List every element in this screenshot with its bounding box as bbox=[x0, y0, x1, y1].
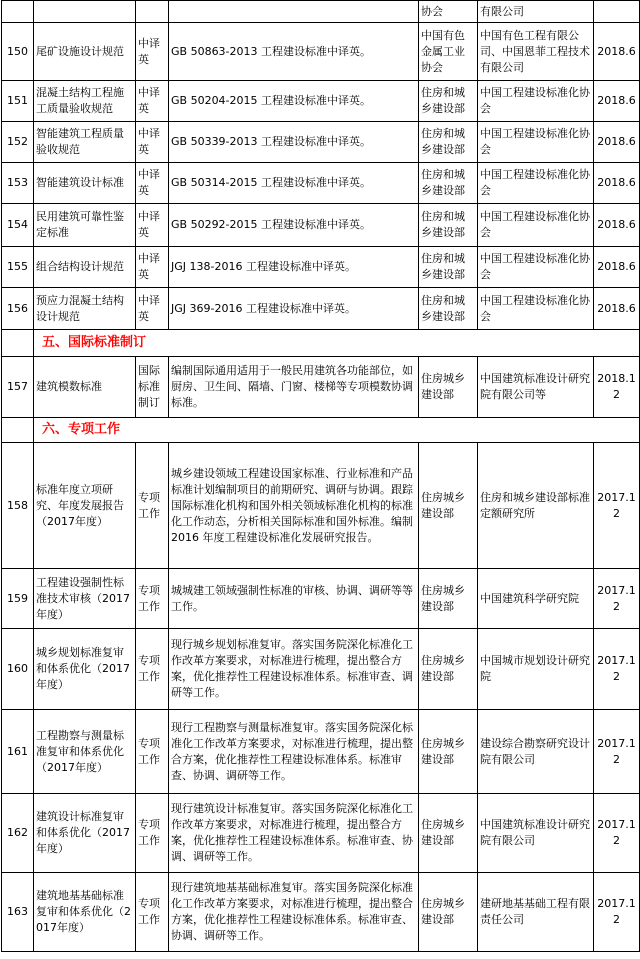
table-row bbox=[2, 23, 640, 81]
org-cell: 中国工程建设标准化协会 bbox=[478, 204, 594, 247]
org-cell: 中国建筑标准设计研究院有限公司 bbox=[478, 794, 594, 873]
publisher-cell: 住房和城乡建设部 bbox=[419, 204, 478, 247]
table-row bbox=[2, 122, 640, 163]
type-cell: 中译英 bbox=[136, 247, 169, 288]
number-cell: 163 bbox=[2, 873, 34, 952]
number-cell: 154 bbox=[2, 204, 34, 247]
table-row bbox=[2, 357, 640, 418]
year-cell: 2018.6 bbox=[594, 23, 640, 81]
content-cell: 现行城乡规划标准复审。落实国务院深化标准化工作改革方案要求，对标准进行梳理，提出整合方案，优化推荐性工程建设标准体系。标准审查、调研等工作。 bbox=[169, 629, 419, 710]
number-cell: 160 bbox=[2, 629, 34, 710]
year-cell: 2017.12 bbox=[594, 794, 640, 873]
org-cell: 中国建筑科学研究院 bbox=[478, 569, 594, 629]
type-cell: 专项工作 bbox=[136, 629, 169, 710]
type-cell: 中译英 bbox=[136, 81, 169, 122]
number-cell: 162 bbox=[2, 794, 34, 873]
table-row bbox=[2, 163, 640, 204]
org-cell: 中国有色工程有限公司、中国恩菲工程技术有限公司 bbox=[478, 23, 594, 81]
table-row bbox=[2, 288, 640, 330]
publisher-cell: 住房和城乡建设部 bbox=[419, 163, 478, 204]
content-cell: 现行建筑设计标准复审。落实国务院深化标准化工作改革方案要求，对标准进行梳理，提出整合方案，优化推荐性工程建设标准体系。标准审查、协调、调研等工作。 bbox=[169, 794, 419, 873]
section-title: 六、专项工作 bbox=[34, 418, 640, 443]
org-cell: 中国工程建设标准化协会 bbox=[478, 122, 594, 163]
content-cell: GB 50204-2015 工程建设标准中译英。 bbox=[169, 81, 419, 122]
org-cell: 建设综合勘察研究设计院有限公司 bbox=[478, 710, 594, 794]
year-cell: 2017.12 bbox=[594, 569, 640, 629]
year-cell: 2018.6 bbox=[594, 122, 640, 163]
table-row bbox=[2, 81, 640, 122]
table-row bbox=[2, 794, 640, 873]
publisher-cell: 中国有色金属工业协会 bbox=[419, 23, 478, 81]
number-cell: 150 bbox=[2, 23, 34, 81]
org-cell: 中国建筑标准设计研究院有限公司等 bbox=[478, 357, 594, 418]
table-row-continued bbox=[2, 1, 640, 23]
number-cell: 153 bbox=[2, 163, 34, 204]
type-cell: 专项工作 bbox=[136, 710, 169, 794]
publisher-cell: 住房城乡建设部 bbox=[419, 357, 478, 418]
type-cell: 中译英 bbox=[136, 23, 169, 81]
publisher-cell: 住房城乡建设部 bbox=[419, 443, 478, 569]
number-cell: 152 bbox=[2, 122, 34, 163]
number-cell: 156 bbox=[2, 288, 34, 330]
name-cell: 混凝土结构工程施工质量验收规范 bbox=[34, 81, 136, 122]
org-cell: 住房和城乡建设部标准定额研究所 bbox=[478, 443, 594, 569]
name-cell: 标准年度立项研究、年度发展报告（2017年度） bbox=[34, 443, 136, 569]
org-cell: 建研地基基础工程有限责任公司 bbox=[478, 873, 594, 952]
publisher-cell: 住房和城乡建设部 bbox=[419, 288, 478, 330]
content-cell: 编制国际通用适用于一般民用建筑各功能部位，如厨房、卫生间、隔墙、门窗、楼梯等专项模数协调标准。 bbox=[169, 357, 419, 418]
org-cell: 中国工程建设标准化协会 bbox=[478, 247, 594, 288]
year-cell: 2017.12 bbox=[594, 629, 640, 710]
year-cell: 2018.6 bbox=[594, 163, 640, 204]
name-cell: 城乡规划标准复审和体系优化（2017年度） bbox=[34, 629, 136, 710]
org-cell: 中国城市规划设计研究院 bbox=[478, 629, 594, 710]
table-row bbox=[2, 873, 640, 952]
type-cell: 中译英 bbox=[136, 204, 169, 247]
type-cell: 中译英 bbox=[136, 122, 169, 163]
number-cell: 158 bbox=[2, 443, 34, 569]
year-cell: 2018.6 bbox=[594, 81, 640, 122]
publisher-cell: 住房城乡建设部 bbox=[419, 710, 478, 794]
year-cell: 2017.12 bbox=[594, 710, 640, 794]
name-cell: 尾矿设施设计规范 bbox=[34, 23, 136, 81]
content-cell: GB 50292-2015 工程建设标准中译英。 bbox=[169, 204, 419, 247]
type-cell: 国际标准制订 bbox=[136, 357, 169, 418]
name-cell: 组合结构设计规范 bbox=[34, 247, 136, 288]
content-cell: GB 50339-2013 工程建设标准中译英。 bbox=[169, 122, 419, 163]
number-cell: 155 bbox=[2, 247, 34, 288]
name-cell: 智能建筑工程质量验收规范 bbox=[34, 122, 136, 163]
section-title: 五、国际标准制订 bbox=[34, 330, 640, 357]
type-cell: 专项工作 bbox=[136, 569, 169, 629]
name-cell: 预应力混凝土结构设计规范 bbox=[34, 288, 136, 330]
number-cell: 157 bbox=[2, 357, 34, 418]
content-cell: 城乡建设领域工程建设国家标准、行业标准和产品标准计划编制项目的前期研究、调研与协调。跟踪国际标准化机构和国外相关领域标准化机构的标准化工作动态，分析相关国际标准和国外标准。编制 2016 年度工程建设标准化发展研究报告。 bbox=[169, 443, 419, 569]
type-cell: 专项工作 bbox=[136, 794, 169, 873]
publisher-cell: 住房城乡建设部 bbox=[419, 569, 478, 629]
publisher-cell: 住房和城乡建设部 bbox=[419, 81, 478, 122]
name-cell: 建筑模数标准 bbox=[34, 357, 136, 418]
content-cell: 现行建筑地基基础标准复审。落实国务院深化标准化工作改革方案要求，对标准进行梳理，提出整合方案，优化推荐性工程建设标准体系。标准审查、协调、调研等工作。 bbox=[169, 873, 419, 952]
number-cell: 151 bbox=[2, 81, 34, 122]
name-cell: 工程建设强制性标准技术审核（2017年度） bbox=[34, 569, 136, 629]
content-cell: GB 50314-2015 工程建设标准中译英。 bbox=[169, 163, 419, 204]
name-cell: 智能建筑设计标准 bbox=[34, 163, 136, 204]
name-cell: 建筑地基基础标准复审和体系优化（2017年度） bbox=[34, 873, 136, 952]
year-cell: 2018.6 bbox=[594, 204, 640, 247]
content-cell: JGJ 369-2016 工程建设标准中译英。 bbox=[169, 288, 419, 330]
org-cell: 中国工程建设标准化协会 bbox=[478, 81, 594, 122]
publisher-cell: 住房城乡建设部 bbox=[419, 629, 478, 710]
year-cell: 2017.12 bbox=[594, 873, 640, 952]
type-cell: 中译英 bbox=[136, 163, 169, 204]
table-row bbox=[2, 204, 640, 247]
publisher-cell: 住房和城乡建设部 bbox=[419, 122, 478, 163]
name-cell: 建筑设计标准复审和体系优化（2017年度） bbox=[34, 794, 136, 873]
publisher-cell: 住房城乡建设部 bbox=[419, 873, 478, 952]
table-row bbox=[2, 443, 640, 569]
type-cell: 中译英 bbox=[136, 288, 169, 330]
org-cell: 有限公司 bbox=[478, 1, 594, 23]
content-cell: GB 50863-2013 工程建设标准中译英。 bbox=[169, 23, 419, 81]
content-cell: 城城建工领域强制性标准的审核、协调、调研等等工作。 bbox=[169, 569, 419, 629]
table-row bbox=[2, 569, 640, 629]
content-cell: JGJ 138-2016 工程建设标准中译英。 bbox=[169, 247, 419, 288]
org-cell: 中国工程建设标准化协会 bbox=[478, 163, 594, 204]
year-cell: 2018.12 bbox=[594, 357, 640, 418]
org-cell: 中国工程建设标准化协会 bbox=[478, 288, 594, 330]
section-heading-row bbox=[2, 418, 640, 443]
number-cell: 161 bbox=[2, 710, 34, 794]
type-cell: 专项工作 bbox=[136, 873, 169, 952]
type-cell: 专项工作 bbox=[136, 443, 169, 569]
section-heading-row bbox=[2, 330, 640, 357]
publisher-cell: 住房和城乡建设部 bbox=[419, 247, 478, 288]
year-cell: 2018.6 bbox=[594, 247, 640, 288]
name-cell: 工程勘察与测量标准复审和体系优化（2017年度） bbox=[34, 710, 136, 794]
table-row bbox=[2, 629, 640, 710]
table-row bbox=[2, 247, 640, 288]
number-cell: 159 bbox=[2, 569, 34, 629]
name-cell: 民用建筑可靠性鉴定标准 bbox=[34, 204, 136, 247]
content-cell: 现行工程勘察与测量标准复审。落实国务院深化标准化工作改革方案要求，对标准进行梳理，提出整合方案，优化推荐性工程建设标准体系。标准审查、协调、调研等工作。 bbox=[169, 710, 419, 794]
table-row bbox=[2, 710, 640, 794]
publisher-cell: 协会 bbox=[419, 1, 478, 23]
year-cell: 2017.12 bbox=[594, 443, 640, 569]
standards-table bbox=[1, 0, 640, 952]
publisher-cell: 住房城乡建设部 bbox=[419, 794, 478, 873]
year-cell: 2018.6 bbox=[594, 288, 640, 330]
